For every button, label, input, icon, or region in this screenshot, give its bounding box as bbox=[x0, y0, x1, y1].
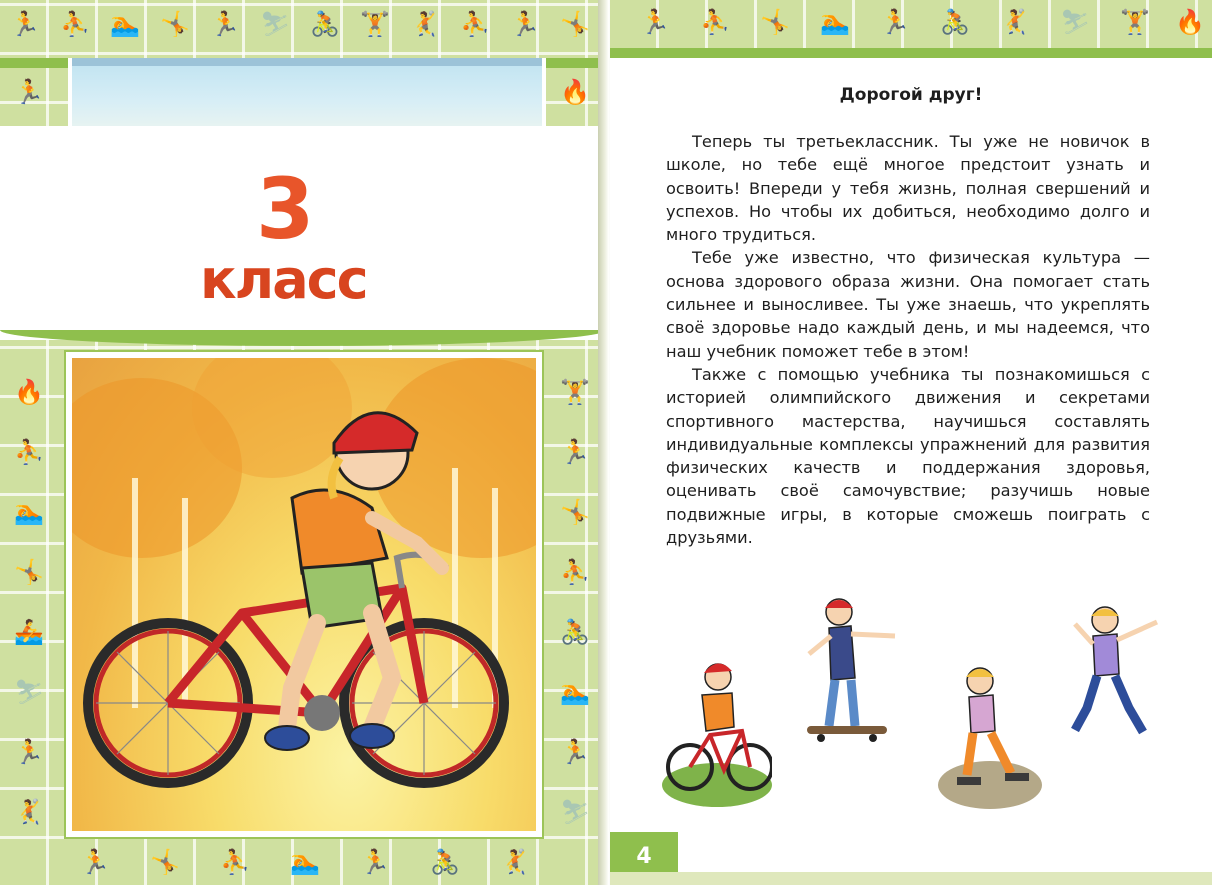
page-number: 4 bbox=[636, 844, 652, 869]
sport-figure-icon: 🏋 bbox=[360, 10, 390, 38]
sport-figure-icon: 🏊 bbox=[820, 8, 850, 36]
sport-figure-icon: ⛹ bbox=[60, 10, 90, 38]
olympic-torch-icon: 🔥 bbox=[1175, 8, 1205, 36]
paragraph: Тебе уже известно, что физическая культура — основа здорового образа жизни. Она помогает стать сильнее и выносливее. Ты уже знаешь, что укреплять своё здоровье надо каждый день, и мы надеемся, что наш учебник поможет тебе в этом! bbox=[666, 248, 1150, 361]
sport-figure-icon: 🏋 bbox=[1120, 8, 1150, 36]
sky-photo-strip bbox=[68, 58, 546, 130]
sport-figure-icon: 🚴 bbox=[430, 848, 460, 876]
sport-figure-icon: 🤸 bbox=[14, 558, 44, 586]
sport-figure-icon: ⛷ bbox=[1060, 8, 1091, 36]
sport-figure-icon: 🏃 bbox=[560, 738, 590, 766]
sport-figure-icon: 🏃 bbox=[510, 10, 540, 38]
sport-figure-icon: 🤾 bbox=[500, 848, 530, 876]
sport-figure-icon: ⛹ bbox=[14, 438, 44, 466]
sport-figure-icon: ⛷ bbox=[260, 10, 291, 38]
olympic-torch-icon: 🔥 bbox=[14, 378, 44, 406]
skateboarder-illustration bbox=[805, 596, 900, 754]
sport-figure-icon: ⛹ bbox=[560, 558, 590, 586]
cyclist-drawing bbox=[72, 358, 536, 831]
sport-figure-icon: 🤾 bbox=[14, 798, 44, 826]
sport-figure-icon: 🤸 bbox=[150, 848, 180, 876]
sport-figure-icon: 🤸 bbox=[160, 10, 190, 38]
intro-text bbox=[666, 130, 1150, 549]
olympic-torch-icon: 🔥 bbox=[560, 78, 590, 106]
paragraph: Также с помощью учебника ты познакомишься с историей олимпийского движения и секретами спортивного мастерства, научишься составлять индивидуальные комплексы упражнений для развития физических качеств и поддержания здоровья, оценивать своё самочувствие; разучишь новые подвижные игры, в которые сможешь поиграть с друзьями. bbox=[666, 364, 1150, 548]
sport-figure-icon: 🏃 bbox=[360, 848, 390, 876]
sport-figure-icon: 🏊 bbox=[14, 498, 44, 526]
cyclist-small-illustration bbox=[662, 655, 772, 810]
sport-figure-icon: 🏃 bbox=[880, 8, 910, 36]
grade-word: класс bbox=[200, 248, 367, 311]
sport-figure-icon: 🏃 bbox=[10, 10, 40, 38]
sport-figure-icon: 🚴 bbox=[940, 8, 970, 36]
sport-figure-icon: 🤸 bbox=[760, 8, 790, 36]
sport-figure-icon: 🚣 bbox=[14, 618, 44, 646]
sport-figure-icon: ⛹ bbox=[220, 848, 250, 876]
paragraph: Теперь ты третьеклассник. Ты уже не новичок в школе, но тебе ещё многое предстоит узнать и освоить! Впереди у тебя жизнь, полная свершений и успехов. Но чтобы их добиться, необходимо долго и много трудиться. bbox=[666, 132, 1150, 245]
sport-figure-icon: ⛷ bbox=[14, 678, 45, 706]
sport-figure-icon: 🏊 bbox=[290, 848, 320, 876]
text-page bbox=[610, 0, 1212, 885]
sport-figure-icon: 🤾 bbox=[1000, 8, 1030, 36]
sport-figure-icon: ⛹ bbox=[700, 8, 730, 36]
sport-figure-icon: 🤾 bbox=[410, 10, 440, 38]
sport-figure-icon: 🚴 bbox=[560, 618, 590, 646]
sport-figure-icon: ⛹ bbox=[460, 10, 490, 38]
sport-figure-icon: 🏋 bbox=[560, 378, 590, 406]
sport-figure-icon: 🏃 bbox=[14, 738, 44, 766]
top-pattern-band bbox=[610, 0, 1212, 58]
cover-illustration-frame bbox=[66, 352, 542, 837]
grade-number: 3 bbox=[256, 160, 313, 258]
sport-figure-icon: 🏃 bbox=[560, 438, 590, 466]
sport-figure-icon: ⛷ bbox=[560, 798, 591, 826]
sport-figure-icon: 🏃 bbox=[210, 10, 240, 38]
page-heading: Дорогой друг! bbox=[839, 85, 983, 105]
sport-figure-icon: 🤸 bbox=[560, 498, 590, 526]
sport-figure-icon: 🏊 bbox=[110, 10, 140, 38]
thrower-illustration bbox=[1065, 604, 1165, 744]
sport-figure-icon: 🤸 bbox=[560, 10, 590, 38]
cyclist-illustration bbox=[72, 358, 536, 831]
sport-figure-icon: 🏃 bbox=[640, 8, 670, 36]
sport-figure-icon: 🚴 bbox=[310, 10, 340, 38]
bottom-band bbox=[610, 872, 1212, 885]
sport-figure-icon: 🏃 bbox=[80, 848, 110, 876]
rollerblader-illustration bbox=[935, 665, 1045, 813]
sport-figure-icon: 🏊 bbox=[560, 678, 590, 706]
sport-figure-icon: 🏃 bbox=[14, 78, 44, 106]
